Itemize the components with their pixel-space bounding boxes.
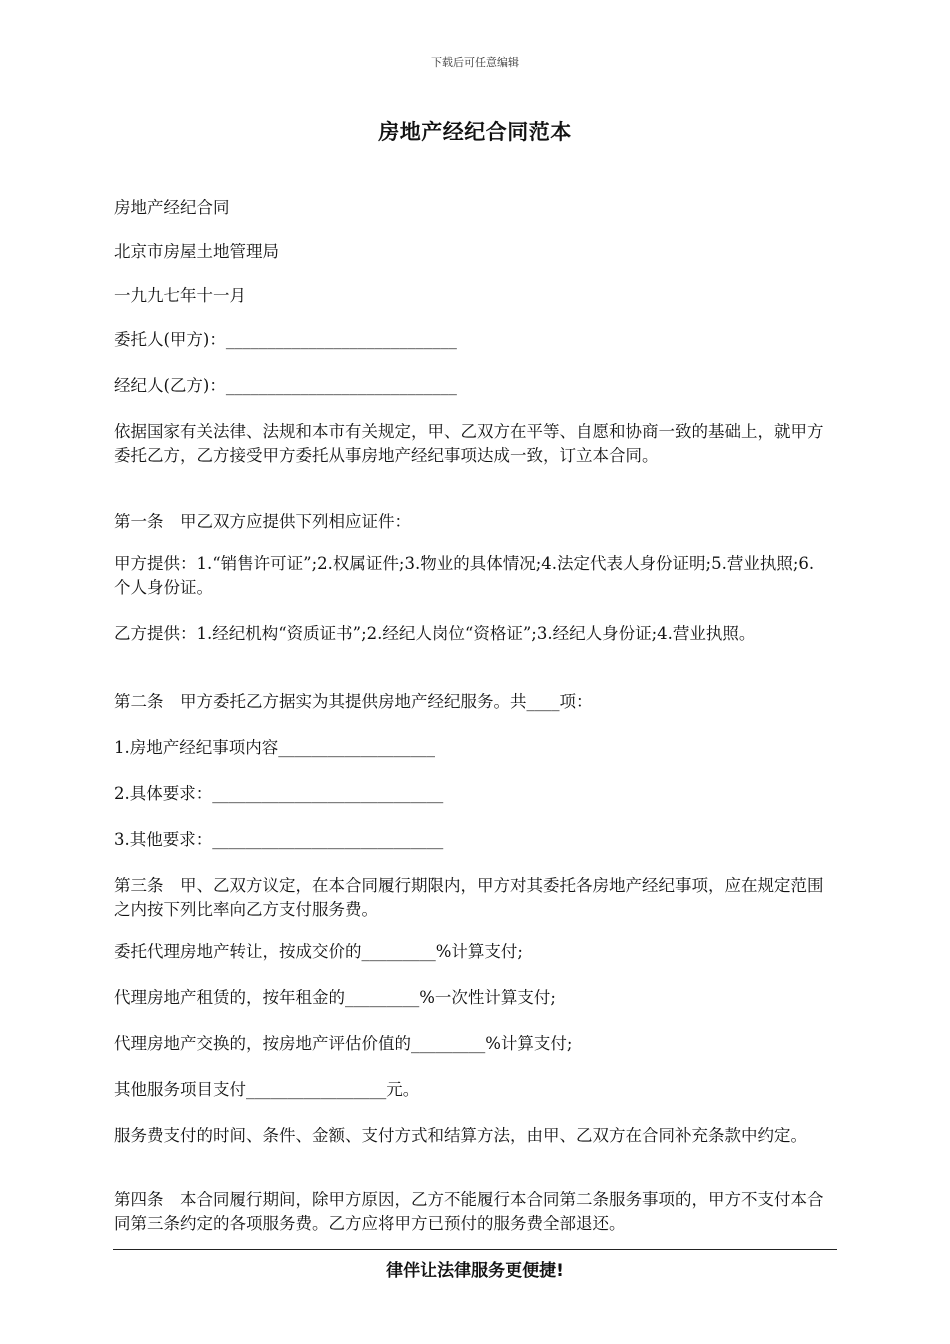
issue-date: 一九九七年十一月 [114,286,246,305]
footer-divider [113,1249,837,1250]
service-item-3: 3.其他要求：____________________________ [114,830,444,849]
article-4-paragraph: 第四条 本合同履行期间，除甲方原因，乙方不能履行本合同第二条服务事项的，甲方不支付本合同第三条约定的各项服务费。乙方应将甲方已预付的服务费全部退还。 [114,1190,824,1233]
party-b-documents: 乙方提供：1.经纪机构“资质证书”;2.经纪人岗位“资格证”;3.经纪人身份证;4.营业执照。 [114,624,756,643]
service-item-1: 1.房地产经纪事项内容___________________ [114,738,435,757]
header-note: 下载后可任意编辑 [431,56,519,69]
article-2-heading: 第二条 甲方委托乙方据实为其提供房地产经纪服务。共____项： [114,692,593,711]
party-b-line: 经纪人(乙方)：____________________________ [114,376,457,395]
footer-slogan: 律伴让法律服务更便捷! [386,1261,564,1281]
fee-other-line: 其他服务项目支付_________________元。 [114,1080,420,1099]
article-1-heading: 第一条 甲乙双方应提供下列相应证件： [114,512,411,531]
contract-name: 房地产经纪合同 [114,198,230,217]
document-title: 房地产经纪合同范本 [378,120,572,144]
article-3-paragraph: 第三条 甲、乙双方议定，在本合同履行期限内，甲方对其委托各房地产经纪事项，应在规定范围之内按下列比率向乙方支付服务费。 [114,876,824,919]
fee-lease-line: 代理房地产租赁的，按年租金的_________%一次性计算支付; [114,988,556,1007]
fee-transfer-line: 委托代理房地产转让，按成交价的_________%计算支付; [114,942,523,961]
party-a-line: 委托人(甲方)：____________________________ [114,330,457,349]
issuing-authority: 北京市房屋土地管理局 [114,242,279,261]
fee-exchange-line: 代理房地产交换的，按房地产评估价值的_________%计算支付; [114,1034,573,1053]
party-a-documents: 甲方提供：1.“销售许可证”;2.权属证件;3.物业的具体情况;4.法定代表人身份证明;5.营业执照;6.个人身份证。 [114,554,815,597]
fee-payment-terms: 服务费支付的时间、条件、金额、支付方式和结算方法，由甲、乙双方在合同补充条款中约定。 [114,1126,807,1145]
preamble-paragraph: 依据国家有关法律、法规和本市有关规定，甲、乙双方在平等、自愿和协商一致的基础上，就甲方委托乙方，乙方接受甲方委托从事房地产经纪事项达成一致，订立本合同。 [114,422,824,465]
service-item-2: 2.具体要求：____________________________ [114,784,444,803]
